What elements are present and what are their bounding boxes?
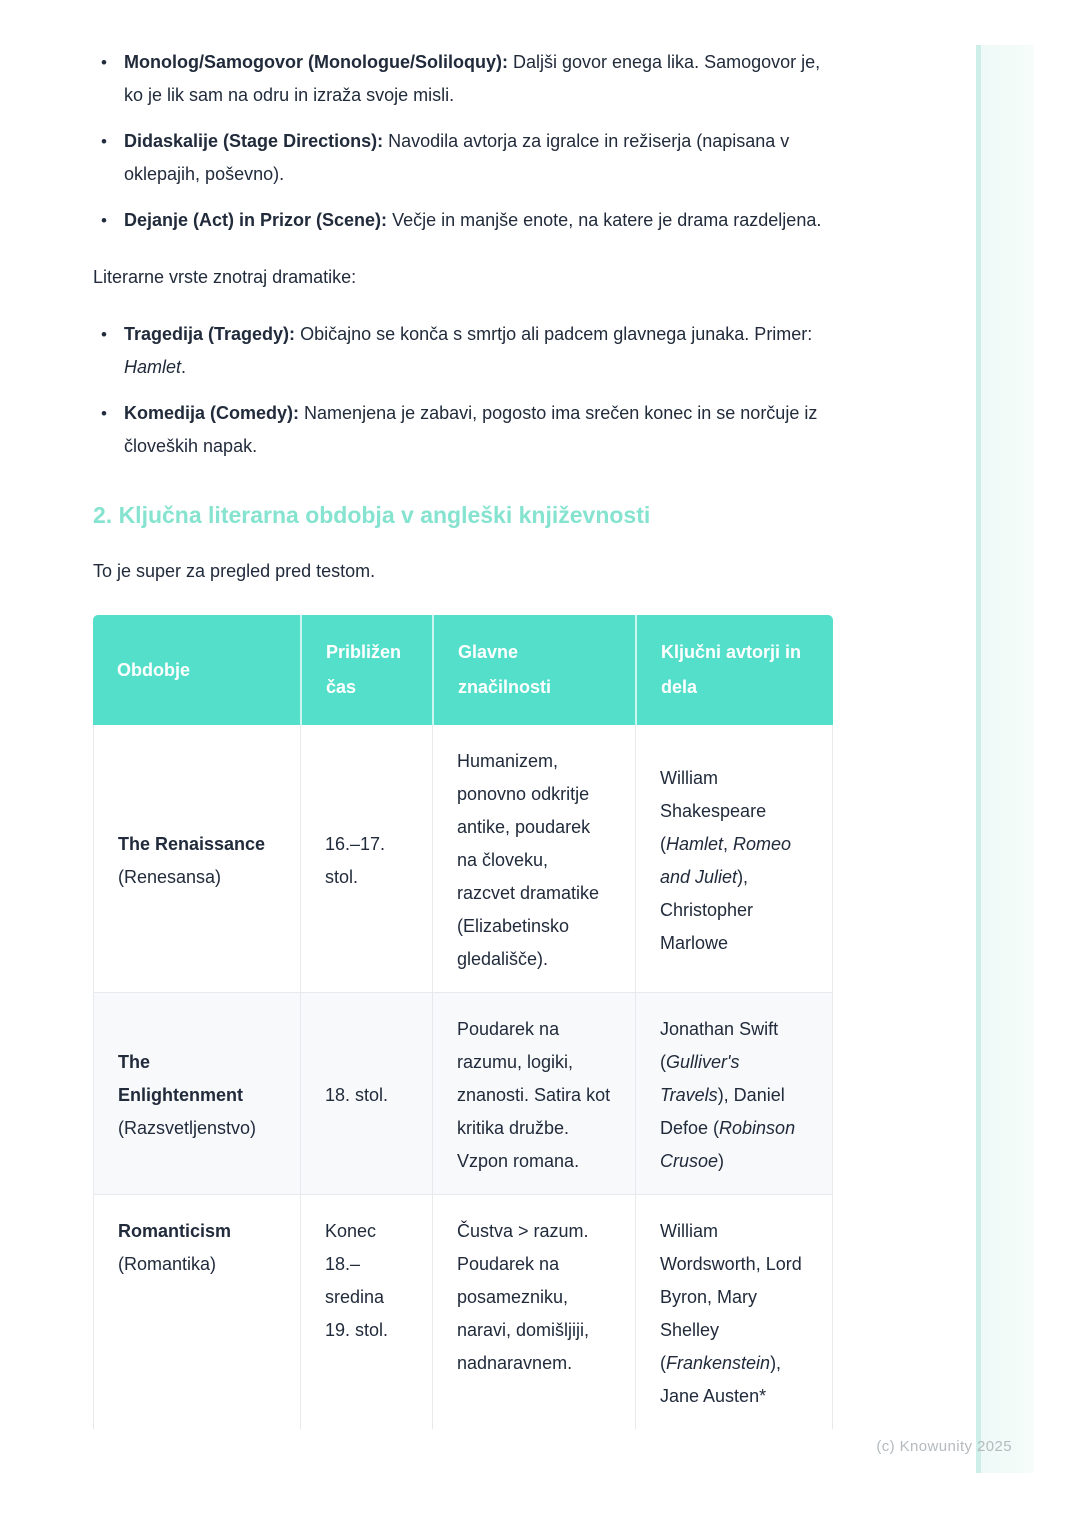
column-header-features: Glavne značilnosti <box>432 615 635 725</box>
bullet-icon: • <box>101 325 107 344</box>
term-description: Daljši govor enega lika. Samogovor je, ko je lik sam na odru in izraža svoje misli. <box>124 52 821 105</box>
term-label: Didaskalije (Stage Directions): <box>124 131 384 151</box>
authors-text: , <box>723 833 734 854</box>
list-item <box>93 397 833 463</box>
term-label: Dejanje (Act) in Prizor (Scene): <box>124 210 388 230</box>
cell-time: 18. stol. <box>300 993 432 1195</box>
term-label: Komedija (Comedy): <box>124 403 300 423</box>
cell-time: 16.–17. stol. <box>300 725 432 993</box>
section-intro-text: To je super za pregled pred testom. <box>93 561 376 581</box>
period-note: (Romantika) <box>118 1254 217 1274</box>
table-header-row <box>93 615 833 725</box>
cell-features: Poudarek na razumu, logiki, znanosti. Satira kot kritika družbe. Vzpon romana. <box>432 993 635 1195</box>
authors-text: ), Jane Austen* <box>660 1353 782 1406</box>
authors-text: William Wordsworth, Lord Byron, Mary Shelley ( <box>660 1221 802 1373</box>
list-item <box>93 204 833 237</box>
list-item <box>93 46 833 112</box>
table-row <box>93 1195 833 1429</box>
list-item <box>93 318 833 384</box>
work-title: Robinson Crusoe <box>660 1118 796 1171</box>
work-title: Gulliver's Travels <box>660 1052 740 1105</box>
bullet-icon: • <box>101 404 107 423</box>
period-note: (Razsvetljenstvo) <box>118 1118 257 1138</box>
page-edge-strip <box>976 45 1034 1473</box>
period-name: The Enlightenment <box>118 1052 243 1105</box>
column-header-period: Obdobje <box>93 615 300 725</box>
copyright-text: (c) Knowunity 2025 <box>876 1438 1012 1455</box>
authors-text: ) <box>718 1151 725 1171</box>
term-description: . <box>181 357 187 377</box>
term-label: Monolog/Samogovor (Monologue/Soliloquy): <box>124 52 508 72</box>
periods-table-wrapper <box>93 615 834 1445</box>
section-heading: 2. Ključna literarna obdobja v angleški književnosti <box>93 502 651 528</box>
bullet-icon: • <box>101 53 107 72</box>
term-description: Navodila avtorja za igralce in režiserja (napisana v oklepajih, poševno). <box>124 131 790 184</box>
cell-features: Humanizem, ponovno odkritje antike, poudarek na človeku, razcvet dramatike (Elizabetinsko gledališče). <box>432 725 635 993</box>
period-note: (Renesansa) <box>118 866 222 887</box>
term-label: Tragedija (Tragedy): <box>124 324 296 344</box>
column-header-time: Približen čas <box>300 615 432 725</box>
period-name: Romanticism <box>118 1221 232 1241</box>
cell-authors <box>635 1195 833 1429</box>
work-title: Romeo and Juliet <box>660 833 792 887</box>
bullet-icon: • <box>101 132 107 151</box>
bullet-icon: • <box>101 211 107 230</box>
column-header-authors: Ključni avtorji in dela <box>635 615 833 725</box>
table-row <box>93 993 833 1195</box>
authors-text: William Shakespeare ( <box>660 767 767 854</box>
table-row <box>93 725 833 993</box>
cell-authors <box>635 725 833 993</box>
cell-period <box>93 1195 300 1429</box>
authors-text: ), Daniel Defoe ( <box>660 1085 785 1138</box>
work-title: Hamlet <box>666 833 724 854</box>
term-description: Običajno se konča s smrtjo ali padcem glavnega junaka. Primer: <box>300 324 813 344</box>
list-item <box>93 125 833 191</box>
work-title: Hamlet <box>124 357 182 377</box>
authors-text: ), Christopher Marlowe <box>660 866 754 953</box>
cell-period <box>93 993 300 1195</box>
period-name: The Renaissance <box>118 833 266 854</box>
cell-authors <box>635 993 833 1195</box>
notes-content <box>93 0 833 1445</box>
term-description: Večje in manjše enote, na katere je drama razdeljena. <box>392 210 822 230</box>
cell-features: Čustva > razum. Poudarek na posamezniku, naravi, domišljiji, nadnaravnem. <box>432 1195 635 1429</box>
authors-text: Jonathan Swift ( <box>660 1019 779 1072</box>
periods-table <box>93 615 833 1429</box>
cell-period <box>93 725 300 993</box>
drama-terms-list <box>93 46 833 237</box>
term-description: Namenjena je zabavi, pogosto ima srečen konec in se norčuje iz človeških napak. <box>124 403 818 456</box>
genres-list <box>93 318 833 463</box>
work-title: Frankenstein <box>666 1353 771 1373</box>
cell-time: Konec 18.– sredina 19. stol. <box>300 1195 432 1429</box>
genres-intro-text: Literarne vrste znotraj dramatike: <box>93 267 357 287</box>
